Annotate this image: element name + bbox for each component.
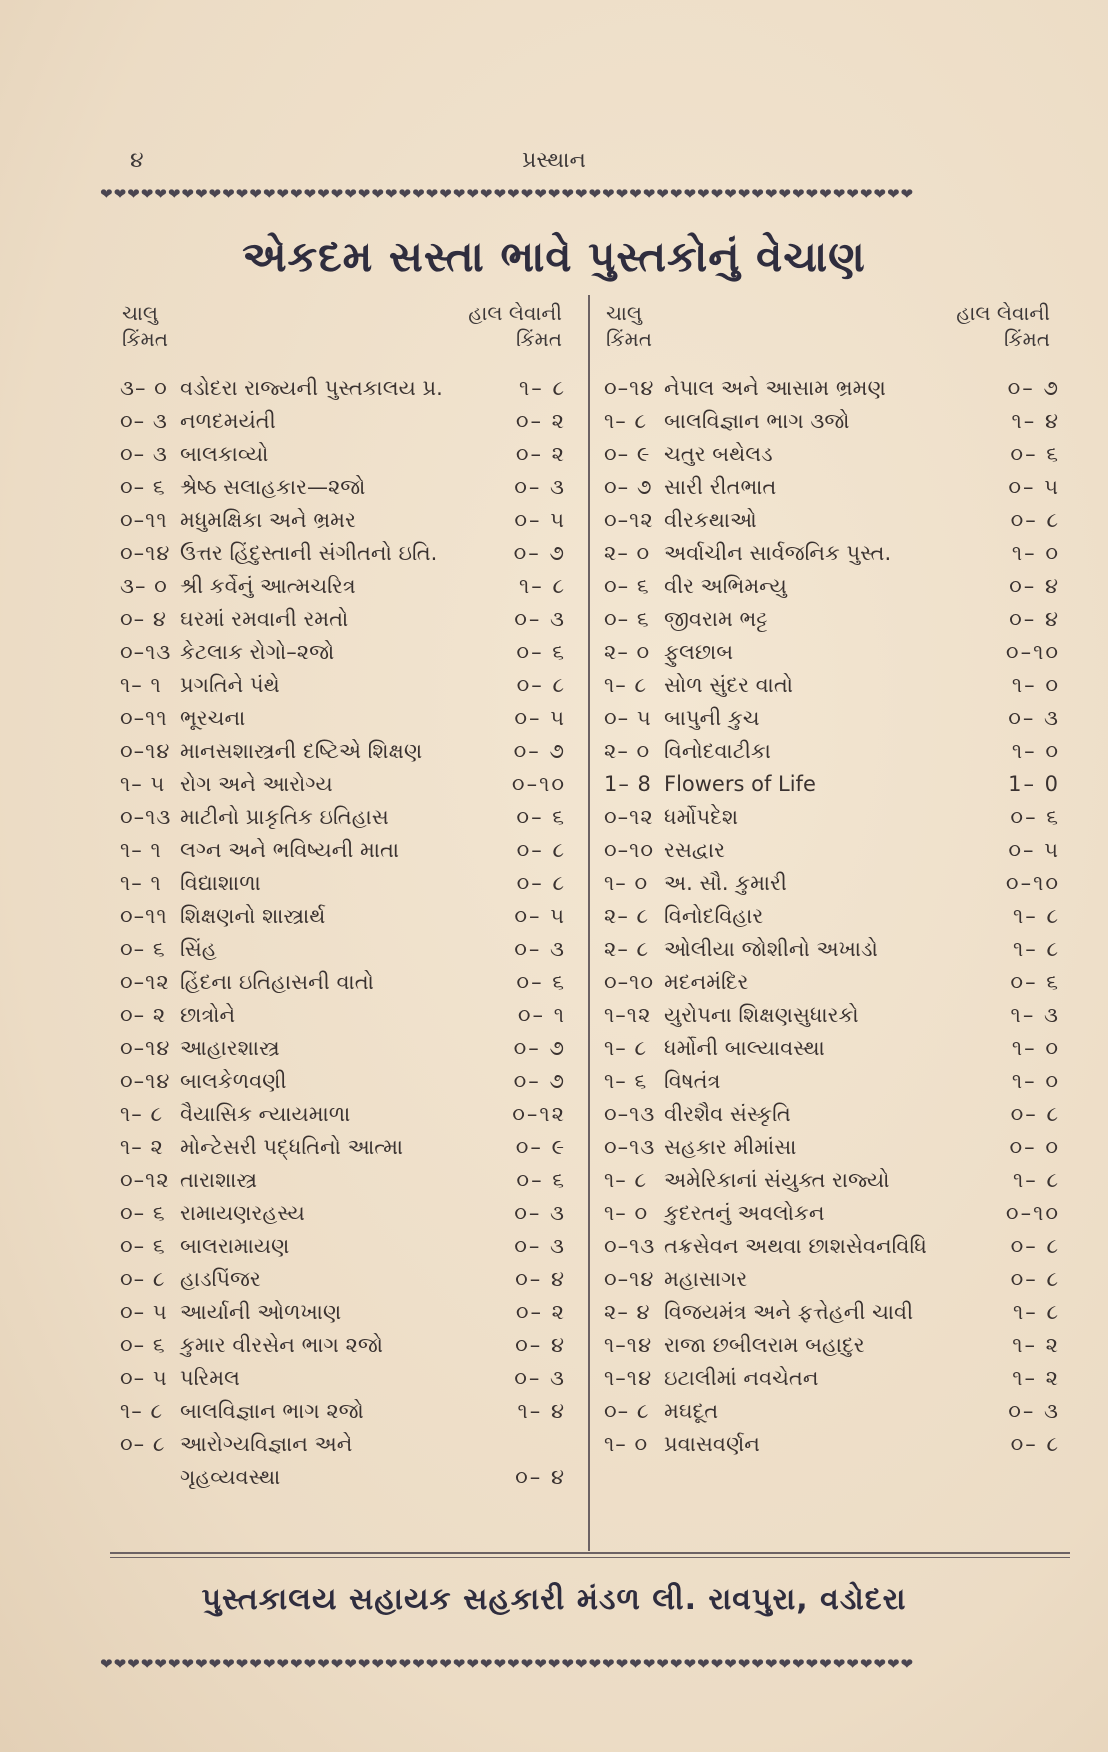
book-row xyxy=(120,1065,566,1098)
old-price: ૦–૧૨ xyxy=(120,1168,170,1192)
old-price: ૦–૧૧ xyxy=(120,508,168,532)
new-price: ૦– ૫ xyxy=(1008,475,1060,499)
old-price: ૧– ૨ xyxy=(120,1135,164,1159)
new-price: ૧– ૪ xyxy=(517,1399,566,1423)
new-price: ૦– ૬ xyxy=(516,640,566,664)
book-title: તારાશાસ્ત્ર xyxy=(180,1168,258,1192)
book-row xyxy=(604,1296,1060,1329)
old-price: ૦–૧૪ xyxy=(120,1069,171,1093)
old-price: ૦– ૬ xyxy=(120,1234,166,1258)
old-price: ૧–૧૪ xyxy=(604,1333,653,1357)
right-column-header xyxy=(606,300,1050,356)
book-row xyxy=(604,1362,1060,1395)
new-price: ૧– ૨ xyxy=(1012,1366,1060,1390)
new-price: ૦– ૮ xyxy=(516,673,566,697)
old-price: ૧– ૧ xyxy=(120,838,162,862)
book-row xyxy=(120,1230,566,1263)
book-title: બાલરામાયણ xyxy=(180,1234,290,1258)
book-title: રાજા છબીલરામ બહાદુર xyxy=(664,1333,865,1357)
book-title: હાડપિંજર xyxy=(180,1267,261,1291)
new-price: ૧– ૮ xyxy=(1012,904,1060,928)
new-price: ૦– ૨ xyxy=(515,409,566,433)
new-price: ૦–૧૦ xyxy=(511,772,566,796)
book-title: પરિમલ xyxy=(180,1366,240,1390)
new-price: ૦– ૪ xyxy=(515,1333,566,1357)
book-row xyxy=(604,1164,1060,1197)
book-title: છાત્રોને xyxy=(180,1003,236,1027)
book-title: Flowers of Life xyxy=(664,772,816,796)
book-title: બાલવિજ્ઞાન ભાગ ૩જો xyxy=(664,409,850,433)
new-price: ૦– ૨ xyxy=(515,442,566,466)
book-row xyxy=(604,603,1060,636)
book-title: મોન્ટેસરી પદ્ધતિનો આત્મા xyxy=(180,1135,404,1159)
new-price: ૧– ૦ xyxy=(1011,673,1060,697)
book-row xyxy=(120,471,566,504)
new-price: ૦– ૬ xyxy=(1010,442,1060,466)
book-title: મઘદૂત xyxy=(664,1399,719,1423)
book-title: ઉત્તર હિંદુસ્તાની સંગીતનો ઇતિ. xyxy=(180,541,438,565)
advertisement-title: એકદમ સસ્તા ભાવે પુસ્તકોનું વેચાણ xyxy=(242,232,866,281)
book-row xyxy=(120,1461,566,1494)
old-price: ૧– ૧ xyxy=(120,871,162,895)
old-price: ૨– ૮ xyxy=(604,937,650,961)
old-price: ૦– ૬ xyxy=(604,607,650,631)
book-row xyxy=(120,1296,566,1329)
book-title: સારી રીતભાત xyxy=(664,475,777,499)
book-title: યુરોપના શિક્ષણસુધારકો xyxy=(664,1003,859,1027)
new-price: ૦– ૭ xyxy=(513,739,566,763)
book-row xyxy=(604,1230,1060,1263)
old-price: ૦– ૯ xyxy=(604,442,651,466)
new-price: ૧– ૮ xyxy=(1012,937,1060,961)
old-price: ૦– ૪ xyxy=(120,607,167,631)
book-row xyxy=(120,1098,566,1131)
book-title: વિનોદવિહાર xyxy=(664,904,764,928)
book-row xyxy=(604,1032,1060,1065)
new-price: ૦– ૮ xyxy=(516,871,566,895)
book-row xyxy=(604,867,1060,900)
new-price: ૧– ૮ xyxy=(1012,1300,1060,1324)
book-title: ગૃહવ્યવસ્થા xyxy=(180,1465,281,1489)
running-head: પ્રસ્થાન xyxy=(522,148,586,173)
old-price: ૧– ૮ xyxy=(120,1399,164,1423)
book-title: રોગ અને આરોગ્ય xyxy=(180,772,333,796)
book-row xyxy=(120,1362,566,1395)
new-price: ૦–૧૦ xyxy=(1005,871,1060,895)
old-price: ૨– ૦ xyxy=(604,541,651,565)
book-title: શ્રી કર્વેનું આત્મચરિત્ર xyxy=(180,574,356,598)
book-title: કેટલાક રોગો–૨જો xyxy=(180,640,335,664)
book-row xyxy=(120,1032,566,1065)
new-price: ૧– ૦ xyxy=(1011,1069,1060,1093)
new-price: ૦– ૮ xyxy=(1010,508,1060,532)
old-price: ૨– ૦ xyxy=(604,640,651,664)
new-price: ૦– ૯ xyxy=(515,1135,566,1159)
new-price: ૧– ૪ xyxy=(1011,409,1060,433)
old-price: ૦– ૫ xyxy=(604,706,652,730)
old-price: ૦– ૬ xyxy=(120,1333,166,1357)
old-price: ૦–૧૦ xyxy=(604,838,655,862)
new-price: ૦– ૩ xyxy=(514,475,566,499)
new-price: ૦– ૭ xyxy=(513,1069,566,1093)
book-row xyxy=(604,669,1060,702)
left-book-list xyxy=(120,372,566,1494)
book-title: ચતુર બથેલડ xyxy=(664,442,773,466)
book-title: લગ્ન અને ભવિષ્યની માતા xyxy=(180,838,400,862)
old-price: ૧– ૫ xyxy=(120,772,166,796)
book-title: પ્રવાસવર્ણન xyxy=(664,1432,760,1456)
old-price: ૧– ૮ xyxy=(604,1036,648,1060)
new-price: ૦– ૭ xyxy=(1007,376,1060,400)
old-price: ૦–૧૩ xyxy=(120,640,172,664)
new-price: ૦– ૭ xyxy=(513,1036,566,1060)
right-header-new-price: હાલ લેવાની કિંમત xyxy=(956,301,1050,351)
book-row xyxy=(120,933,566,966)
book-row xyxy=(120,1197,566,1230)
book-title: ઓલીયા જોશીનો અખાડો xyxy=(664,937,878,961)
new-price: ૦– ૮ xyxy=(1010,1102,1060,1126)
page-number: ૪ xyxy=(130,148,144,173)
book-row xyxy=(120,1329,566,1362)
book-title: રસદ્વાર xyxy=(664,838,725,862)
book-title: વીરશૈવ સંસ્કૃતિ xyxy=(664,1102,791,1126)
book-row xyxy=(120,1395,566,1428)
book-row xyxy=(604,1329,1060,1362)
old-price: ૧– ૮ xyxy=(604,673,648,697)
book-row xyxy=(120,702,566,735)
book-title: શિક્ષણનો શાસ્ત્રાર્થ xyxy=(180,904,326,928)
book-title: આર્યાની ઓળખાણ xyxy=(180,1300,342,1324)
book-row xyxy=(604,768,1060,801)
old-price: ૦–૧૨ xyxy=(604,508,654,532)
book-title: માનસશાસ્ત્રની દષ્ટિએ શિક્ષણ xyxy=(180,739,423,763)
old-price: ૧– ૦ xyxy=(604,1432,649,1456)
book-row xyxy=(604,438,1060,471)
new-price: ૦– ૩ xyxy=(1008,706,1060,730)
new-price: ૦– ૫ xyxy=(514,706,566,730)
book-row xyxy=(120,372,566,405)
old-price: ૦–૧૨ xyxy=(120,970,170,994)
book-title: વિષતંત્ર xyxy=(664,1069,721,1093)
book-row xyxy=(604,801,1060,834)
book-title: નેપાલ અને આસામ ભ્રમણ xyxy=(664,376,886,400)
old-price: ૩– ૦ xyxy=(120,574,168,598)
old-price: ૦–૧૧ xyxy=(120,706,168,730)
old-price: ૦– ૫ xyxy=(120,1300,168,1324)
book-row xyxy=(604,372,1060,405)
book-row xyxy=(120,900,566,933)
book-row xyxy=(604,735,1060,768)
decorative-border-bottom: ❤❤❤❤❤❤❤❤❤❤❤❤❤❤❤❤❤❤❤❤❤❤❤❤❤❤❤❤❤❤❤❤❤❤❤❤❤❤❤❤❤❤❤❤❤❤❤❤❤❤❤❤❤❤❤❤❤❤❤❤ xyxy=(100,1656,915,1672)
book-row xyxy=(604,1197,1060,1230)
old-price: ૦– ૬ xyxy=(120,937,166,961)
book-row xyxy=(604,1263,1060,1296)
old-price: ૦–૧૨ xyxy=(604,805,654,829)
book-row xyxy=(604,1065,1060,1098)
book-title: બાપુની કુચ xyxy=(664,706,760,730)
old-price: ૨– ૮ xyxy=(604,904,650,928)
book-row xyxy=(120,570,566,603)
book-title: ફુલછાબ xyxy=(664,640,734,664)
old-price: ૦–૧૩ xyxy=(120,805,172,829)
book-title: મહાસાગર xyxy=(664,1267,748,1291)
bottom-rule xyxy=(110,1552,1070,1554)
book-title: બાલકેળવણી xyxy=(180,1069,287,1093)
new-price: ૧– ૨ xyxy=(1012,1333,1060,1357)
new-price: ૦– ૬ xyxy=(516,805,566,829)
new-price: ૦– ૬ xyxy=(516,1168,566,1192)
book-title: અ. સૌ. કુમારી xyxy=(664,871,787,895)
book-row xyxy=(120,405,566,438)
book-title: રામાયણરહસ્ય xyxy=(180,1201,305,1225)
old-price: ૦–૧૪ xyxy=(120,541,171,565)
book-title: સોળ સુંદર વાતો xyxy=(664,673,793,697)
new-price: ૦– ૫ xyxy=(514,904,566,928)
new-price: ૦– ૩ xyxy=(514,937,566,961)
book-row xyxy=(604,504,1060,537)
new-price: ૦– ૬ xyxy=(516,970,566,994)
new-price: ૦– ૬ xyxy=(1010,970,1060,994)
book-row xyxy=(120,669,566,702)
old-price: ૦– ૩ xyxy=(120,442,168,466)
book-row xyxy=(604,933,1060,966)
book-title: સિંહ xyxy=(180,937,217,961)
old-price: ૦–૧૪ xyxy=(604,1267,655,1291)
book-row xyxy=(120,999,566,1032)
new-price: ૧– ૩ xyxy=(1010,1003,1060,1027)
book-title: તક્રસેવન અથવા છાશસેવનવિધિ xyxy=(664,1234,927,1258)
old-price: ૨– ૦ xyxy=(604,739,651,763)
new-price: 1– 0 xyxy=(1008,772,1060,796)
book-title: આહારશાસ્ત્ર xyxy=(180,1036,280,1060)
book-row xyxy=(120,603,566,636)
book-title: નળદમયંતી xyxy=(180,409,276,433)
old-price: ૧– ૦ xyxy=(604,871,649,895)
old-price: ૧–૧૪ xyxy=(604,1366,653,1390)
old-price: ૦– ૨ xyxy=(120,1003,167,1027)
book-row xyxy=(120,1428,566,1461)
old-price: ૦– ૩ xyxy=(120,409,168,433)
old-price: ૦– ૮ xyxy=(120,1432,166,1456)
book-row xyxy=(120,1164,566,1197)
book-row xyxy=(604,537,1060,570)
new-price: ૧– ૮ xyxy=(518,574,566,598)
right-book-list xyxy=(604,372,1060,1461)
book-row xyxy=(120,438,566,471)
old-price: ૧– ૮ xyxy=(604,1168,648,1192)
new-price: ૦– ૩ xyxy=(514,1201,566,1225)
new-price: ૦–૧૨ xyxy=(512,1102,566,1126)
book-title: બાલકાવ્યો xyxy=(180,442,269,466)
new-price: ૦– ૪ xyxy=(1009,607,1060,631)
book-row xyxy=(120,504,566,537)
old-price: ૦– ૮ xyxy=(120,1267,166,1291)
new-price: ૧– ૦ xyxy=(1011,541,1060,565)
book-row xyxy=(604,471,1060,504)
new-price: ૦– ૩ xyxy=(1008,1399,1060,1423)
book-title: વીરકથાઓ xyxy=(664,508,757,532)
book-row xyxy=(604,900,1060,933)
book-title: શ્રેષ્ઠ સલાહકાર—૨જો xyxy=(180,475,366,499)
old-price: ૦–૧૪ xyxy=(120,739,171,763)
old-price: ૩– ૦ xyxy=(120,376,168,400)
new-price: ૦–૧૦ xyxy=(1005,1201,1060,1225)
new-price: ૧– ૦ xyxy=(1011,1036,1060,1060)
old-price: ૦–૧૩ xyxy=(604,1102,656,1126)
old-price: ૧– ૮ xyxy=(604,409,648,433)
left-header-new-price: હાલ લેવાની કિંમત xyxy=(468,301,562,351)
left-header-old-price: ચાલુ કિંમત xyxy=(122,301,169,351)
old-price: ૧– ૦ xyxy=(604,1201,649,1225)
old-price: ૧– ૧ xyxy=(120,673,162,697)
bottom-rule-thin xyxy=(110,1557,1070,1558)
book-title: પ્રગતિને પંથે xyxy=(180,673,280,697)
book-title: વિદ્યાશાળા xyxy=(180,871,261,895)
book-row xyxy=(120,1131,566,1164)
new-price: ૦– ૮ xyxy=(1010,1267,1060,1291)
new-price: ૧– ૦ xyxy=(1011,739,1060,763)
book-title: અમેરિકાનાં સંયુક્ત રાજ્યો xyxy=(664,1168,890,1192)
book-title: અર્વાચીન સાર્વજનિક પુસ્ત. xyxy=(664,541,892,565)
book-row xyxy=(604,1395,1060,1428)
book-title: ભૂરચના xyxy=(180,706,246,730)
book-row xyxy=(604,570,1060,603)
new-price: ૦– ૧ xyxy=(517,1003,566,1027)
book-row xyxy=(120,636,566,669)
new-price: ૦– ૫ xyxy=(1008,838,1060,862)
old-price: ૨– ૪ xyxy=(604,1300,651,1324)
old-price: ૦–૧૪ xyxy=(604,376,655,400)
old-price: ૧– ૮ xyxy=(120,1102,164,1126)
old-price: ૧–૧૨ xyxy=(604,1003,652,1027)
book-row xyxy=(120,834,566,867)
book-row xyxy=(604,1098,1060,1131)
book-title: ધર્મોની બાલ્યાવસ્થા xyxy=(664,1036,825,1060)
new-price: ૦– ૮ xyxy=(516,838,566,862)
book-title: ઇટાલીમાં નવચેતન xyxy=(664,1366,819,1390)
new-price: ૧– ૮ xyxy=(1012,1168,1060,1192)
new-price: ૦– ૦ xyxy=(1009,1135,1060,1159)
book-row xyxy=(120,1263,566,1296)
book-title: આરોગ્યવિજ્ઞાન અને xyxy=(180,1432,353,1456)
new-price: ૦– ૪ xyxy=(515,1267,566,1291)
right-header-old-price: ચાલુ કિંમત xyxy=(606,301,653,351)
book-title: કુમાર વીરસેન ભાગ ૨જો xyxy=(180,1333,383,1357)
book-row xyxy=(604,999,1060,1032)
book-title: વડોદરા રાજ્યની પુસ્તકાલય પ્ર. xyxy=(180,376,443,400)
book-title: મદનમંદિર xyxy=(664,970,749,994)
book-title: માટીનો પ્રાકૃતિક ઇતિહાસ xyxy=(180,805,389,829)
book-title: મધુમક્ષિકા અને ભ્રમર xyxy=(180,508,356,532)
publisher-footer: પુસ્તકાલય સહાયક સહકારી મંડળ લી. રાવપુરા, વડોદરા xyxy=(201,1582,907,1617)
old-price: ૦– ૭ xyxy=(604,475,653,499)
book-row xyxy=(120,867,566,900)
book-title: વૈયાસિક ન્યાયમાળા xyxy=(180,1102,351,1126)
book-title: ઘરમાં રમવાની રમતો xyxy=(180,607,349,631)
book-row xyxy=(604,834,1060,867)
new-price: ૦– ૬ xyxy=(1010,805,1060,829)
old-price: ૦–૧૩ xyxy=(604,1234,656,1258)
column-divider xyxy=(588,295,590,1551)
book-title: સહકાર મીમાંસા xyxy=(664,1135,797,1159)
book-title: વીર અભિમન્યુ xyxy=(664,574,787,598)
old-price: ૦– ૬ xyxy=(120,1201,166,1225)
old-price: ૦–૧૩ xyxy=(604,1135,656,1159)
old-price: ૦– ૬ xyxy=(120,475,166,499)
book-row xyxy=(604,1131,1060,1164)
old-price: ૦–૧૧ xyxy=(120,904,168,928)
old-price: 1– 8 xyxy=(604,772,652,796)
new-price: ૦– ૪ xyxy=(515,1465,566,1489)
old-price: ૧– ૬ xyxy=(604,1069,648,1093)
left-column-header xyxy=(122,300,562,356)
book-title: હિંદના ઇતિહાસની વાતો xyxy=(180,970,374,994)
book-title: કુદરતનું અવલોકન xyxy=(664,1201,825,1225)
book-row xyxy=(120,735,566,768)
book-row xyxy=(604,405,1060,438)
book-title: જીવરામ ભટ્ટ xyxy=(664,607,768,631)
old-price: ૦– ૮ xyxy=(604,1399,650,1423)
new-price: ૦– ૫ xyxy=(514,508,566,532)
book-title: બાલવિજ્ઞાન ભાગ ૨જો xyxy=(180,1399,364,1423)
new-price: ૦– ૭ xyxy=(513,541,566,565)
new-price: ૦– ૩ xyxy=(514,1234,566,1258)
book-row xyxy=(604,636,1060,669)
decorative-border-top: ❤❤❤❤❤❤❤❤❤❤❤❤❤❤❤❤❤❤❤❤❤❤❤❤❤❤❤❤❤❤❤❤❤❤❤❤❤❤❤❤❤❤❤❤❤❤❤❤❤❤❤❤❤❤❤❤❤❤❤❤ xyxy=(100,186,915,202)
new-price: ૦– ૮ xyxy=(1010,1432,1060,1456)
old-price: ૦– ૬ xyxy=(604,574,650,598)
new-price: ૦– ૮ xyxy=(1010,1234,1060,1258)
book-row xyxy=(604,966,1060,999)
new-price: ૦– ૪ xyxy=(1009,574,1060,598)
book-title: વિજયમંત્ર અને ફત્તેહની ચાવી xyxy=(664,1300,914,1324)
new-price: ૦– ૩ xyxy=(514,1366,566,1390)
book-row xyxy=(120,537,566,570)
book-title: વિનોદવાટીકા xyxy=(664,739,771,763)
book-row xyxy=(604,1428,1060,1461)
book-row xyxy=(120,768,566,801)
old-price: ૦– ૫ xyxy=(120,1366,168,1390)
book-title: ધર્મોપદેશ xyxy=(664,805,739,829)
book-row xyxy=(604,702,1060,735)
old-price: ૦–૧૪ xyxy=(120,1036,171,1060)
new-price: ૧– ૮ xyxy=(518,376,566,400)
book-row xyxy=(120,966,566,999)
new-price: ૦– ૨ xyxy=(515,1300,566,1324)
book-row xyxy=(120,801,566,834)
new-price: ૦–૧૦ xyxy=(1005,640,1060,664)
new-price: ૦– ૩ xyxy=(514,607,566,631)
old-price: ૦–૧૦ xyxy=(604,970,655,994)
